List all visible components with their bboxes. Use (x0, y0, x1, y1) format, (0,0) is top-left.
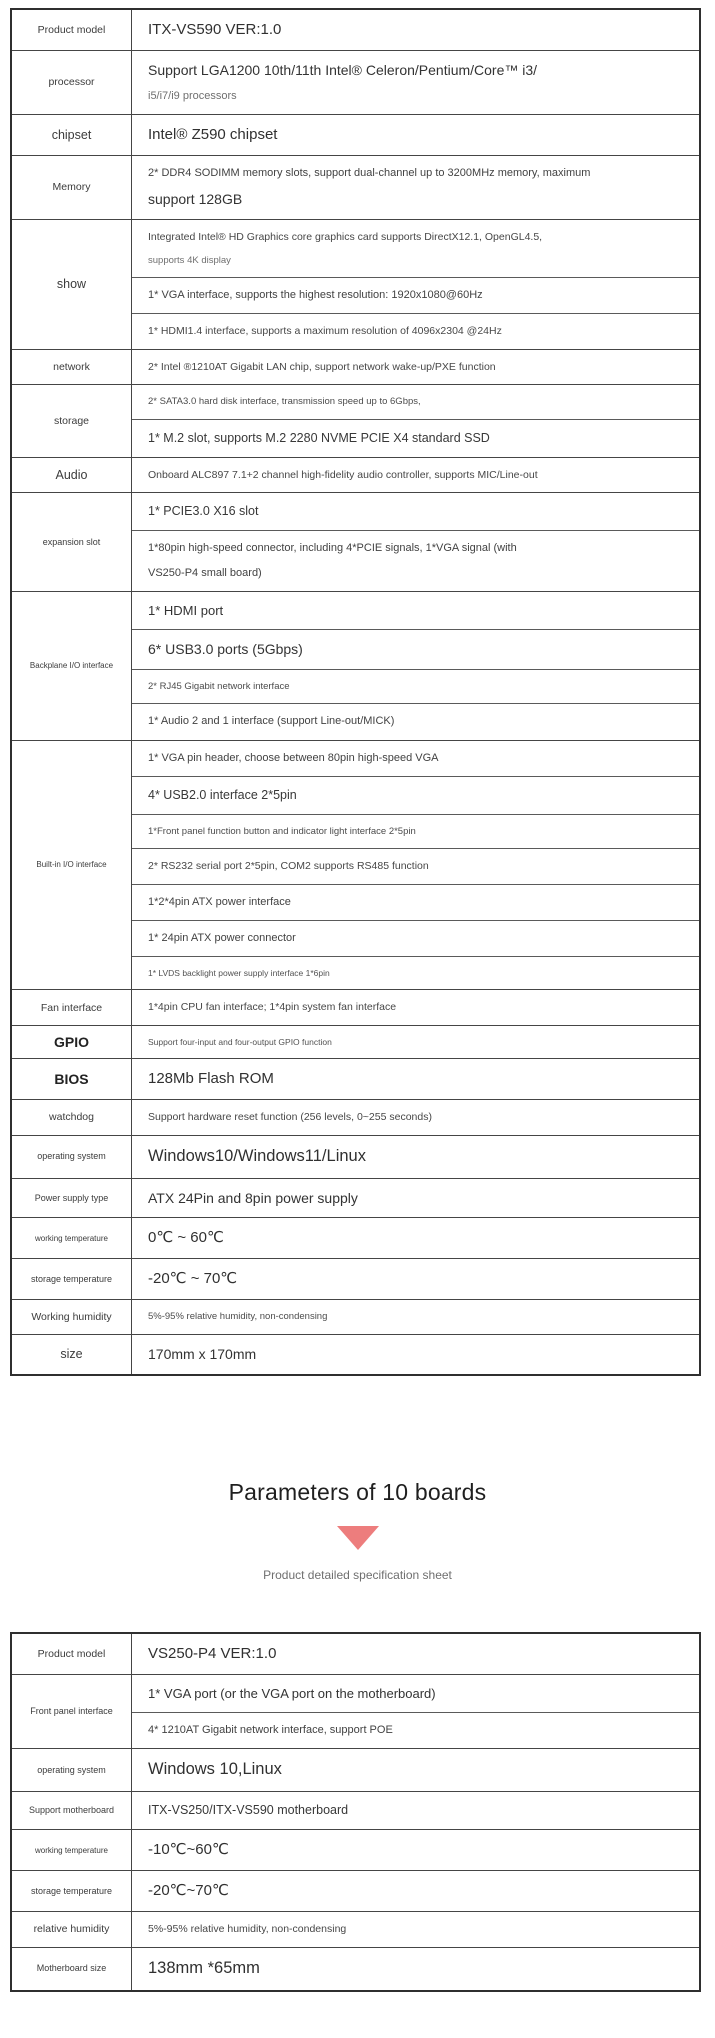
row-values (132, 350, 699, 385)
row-label: Fan interface (12, 990, 132, 1025)
spec-value-text: 0℃ ~ 60℃ (148, 1229, 224, 1247)
row-values (132, 1218, 699, 1258)
spec-value-text: 1* VGA pin header, choose between 80pin high-speed VGA (148, 751, 439, 764)
spec-value-cell (132, 1830, 699, 1870)
spec-value-text: 1* VGA interface, supports the highest resolution: 1920x1080@60Hz (148, 288, 483, 301)
spec-value-cell (132, 1026, 699, 1058)
row-label: Front panel interface (12, 1675, 132, 1749)
spec-row-working-temperature (12, 1217, 699, 1258)
row-label: Product model (12, 1634, 132, 1674)
spec-value-cell (132, 220, 699, 277)
row-label: Support motherboard (12, 1792, 132, 1829)
row-values (132, 220, 699, 349)
spec-value-cell (132, 703, 699, 739)
spec-value-cell (132, 1059, 699, 1099)
spec-value-cell (132, 592, 699, 630)
row-label: watchdog (12, 1100, 132, 1135)
row-label: Power supply type (12, 1179, 132, 1218)
spec-value-text: Windows 10,Linux (148, 1760, 282, 1779)
spec-value-cell (132, 669, 699, 703)
spec-row-front-panel-interface (12, 1674, 699, 1749)
spec-value-text: -20℃~70℃ (148, 1882, 229, 1900)
spec-row-built-in-i-o-interface (12, 740, 699, 990)
spec-row-support-motherboard (12, 1791, 699, 1829)
spec-row-product-model (12, 10, 699, 50)
spec-value-cell (132, 990, 699, 1025)
row-values (132, 1948, 699, 1990)
spec-value-text: -10℃~60℃ (148, 1841, 229, 1859)
spec-value-text: 128Mb Flash ROM (148, 1070, 274, 1088)
spec-value-text: Integrated Intel® HD Graphics core graphics card supports DirectX12.1, OpenGL4.5, (148, 230, 543, 243)
row-label: storage (12, 385, 132, 456)
row-values (132, 1830, 699, 1870)
row-label: Product model (12, 10, 132, 50)
row-label: Working humidity (12, 1300, 132, 1333)
spec-value-text: 2* DDR4 SODIMM memory slots, support dual-channel up to 3200MHz memory, maximum (148, 166, 591, 179)
row-values (132, 1871, 699, 1911)
spec-value-cell (132, 350, 699, 385)
spec-value-text: ITX-VS250/ITX-VS590 motherboard (148, 1803, 349, 1818)
spec-value-cell (132, 848, 699, 884)
spec-value-cell (132, 313, 699, 349)
spec-value-cell (132, 1218, 699, 1258)
spec-value-text: Support four-input and four-output GPIO function (148, 1036, 332, 1047)
down-triangle-icon (337, 1526, 379, 1550)
spec-value-text: Support LGA1200 10th/11th Intel® Celeron/Pentium/Core™ i3/ (148, 62, 538, 78)
spec-value-text: 5%-95% relative humidity, non-condensing (148, 1923, 347, 1936)
spec-table-itx-vs590 (10, 8, 701, 1376)
row-label: relative humidity (12, 1912, 132, 1947)
spec-value-text: 1*2*4pin ATX power interface (148, 895, 291, 908)
row-values (132, 592, 699, 740)
spec-value-cell (132, 10, 699, 50)
spec-value-cell (132, 1300, 699, 1333)
section-subheading: Product detailed specification sheet (263, 1567, 452, 1582)
spec-row-show (12, 219, 699, 349)
row-values (132, 1136, 699, 1178)
spec-value-text: -20℃ ~ 70℃ (148, 1270, 238, 1288)
spec-row-storage-temperature (12, 1258, 699, 1299)
spec-value-text: 1* HDMI port (148, 602, 224, 618)
section-divider (0, 1479, 715, 1582)
spec-value-cell (132, 51, 699, 114)
spec-value-cell (132, 277, 699, 313)
row-label: BIOS (12, 1059, 132, 1099)
spec-value-cell (132, 629, 699, 669)
row-values (132, 1100, 699, 1135)
spec-value-cell (132, 920, 699, 956)
spec-value-cell (132, 1100, 699, 1135)
row-values (132, 1335, 699, 1374)
spec-row-processor (12, 50, 699, 114)
spec-row-expansion-slot (12, 492, 699, 590)
spec-value-cell (132, 530, 699, 590)
row-values (132, 10, 699, 50)
spec-row-backplane-i-o-interface (12, 591, 699, 740)
row-values (132, 1259, 699, 1299)
row-label: Built-in I/O interface (12, 741, 132, 990)
row-label: working temperature (12, 1830, 132, 1870)
spec-row-relative-humidity (12, 1911, 699, 1947)
row-values (132, 1912, 699, 1947)
spec-value-cell (132, 419, 699, 457)
spec-row-network (12, 349, 699, 385)
spec-value-text: 5%-95% relative humidity, non-condensing (148, 1311, 328, 1323)
row-label: storage temperature (12, 1871, 132, 1911)
spec-value-text: 1* 24pin ATX power connector (148, 932, 296, 945)
spec-value-cell (132, 741, 699, 776)
row-values (132, 458, 699, 493)
spec-row-chipset (12, 114, 699, 155)
row-label: processor (12, 51, 132, 114)
row-values (132, 1634, 699, 1674)
row-values (132, 156, 699, 219)
spec-value-cell (132, 1712, 699, 1748)
spec-row-fan-interface (12, 989, 699, 1025)
spec-value-cell (132, 776, 699, 814)
row-label: network (12, 350, 132, 385)
spec-value-cell (132, 956, 699, 989)
row-values (132, 741, 699, 990)
spec-value-text: 2* RJ45 Gigabit network interface (148, 681, 290, 693)
row-label: working temperature (12, 1218, 132, 1258)
spec-value-cell (132, 1749, 699, 1791)
spec-row-gpio (12, 1025, 699, 1058)
spec-value-text: VS250-P4 small board) (148, 566, 262, 579)
spec-value-cell (132, 1634, 699, 1674)
spec-value-cell (132, 493, 699, 530)
spec-value-cell (132, 1792, 699, 1829)
spec-value-cell (132, 884, 699, 920)
spec-row-size (12, 1334, 699, 1374)
spec-value-text: 1* VGA port (or the VGA port on the motherboard) (148, 1685, 436, 1701)
spec-value-text: ATX 24Pin and 8pin power supply (148, 1189, 358, 1206)
spec-value-cell (132, 458, 699, 493)
spec-value-text: 4* 1210AT Gigabit network interface, support POE (148, 1724, 393, 1737)
spec-value-cell (132, 1136, 699, 1178)
spec-row-working-temperature (12, 1829, 699, 1870)
spec-row-storage (12, 384, 699, 456)
row-label: Motherboard size (12, 1948, 132, 1990)
row-label: show (12, 220, 132, 349)
row-values (132, 51, 699, 114)
spec-value-cell (132, 1179, 699, 1218)
row-label: expansion slot (12, 493, 132, 590)
spec-value-text: 1* PCIE3.0 X16 slot (148, 504, 259, 519)
row-values (132, 990, 699, 1025)
spec-value-text: 138mm *65mm (148, 1958, 260, 1977)
spec-value-text: Support hardware reset function (256 levels, 0~255 seconds) (148, 1111, 432, 1124)
spec-row-operating-system (12, 1135, 699, 1178)
spec-value-cell (132, 385, 699, 418)
spec-value-text: VS250-P4 VER:1.0 (148, 1644, 277, 1662)
spec-value-text: 2* RS232 serial port 2*5pin, COM2 supports RS485 function (148, 860, 429, 873)
spec-value-text: i5/i7/i9 processors (148, 89, 237, 102)
spec-value-text: 1*80pin high-speed connector, including 4*PCIE signals, 1*VGA signal (with (148, 542, 517, 555)
spec-value-text: 1* HDMI1.4 interface, supports a maximum resolution of 4096x2304 @24Hz (148, 325, 502, 338)
spec-value-cell (132, 1912, 699, 1947)
row-values (132, 1026, 699, 1058)
section-heading: Parameters of 10 boards (228, 1478, 487, 1505)
spec-value-cell (132, 1948, 699, 1990)
spec-value-text: 4* USB2.0 interface 2*5pin (148, 787, 297, 802)
row-label: size (12, 1335, 132, 1374)
spec-row-bios (12, 1058, 699, 1099)
row-label: chipset (12, 115, 132, 155)
spec-value-text: 1* LVDS backlight power supply interface 1*6pin (148, 968, 330, 979)
spec-row-memory (12, 155, 699, 219)
spec-row-working-humidity (12, 1299, 699, 1333)
row-label: Audio (12, 458, 132, 493)
spec-value-text: 1* M.2 slot, supports M.2 2280 NVME PCIE X4 standard SSD (148, 430, 490, 445)
spec-value-text: Windows10/Windows11/Linux (148, 1146, 366, 1165)
spec-row-audio (12, 457, 699, 493)
spec-row-storage-temperature (12, 1870, 699, 1911)
spec-value-cell (132, 1675, 699, 1713)
row-label: operating system (12, 1136, 132, 1178)
spec-table-vs250-p4 (10, 1632, 701, 1992)
row-label: storage temperature (12, 1259, 132, 1299)
spec-value-cell (132, 814, 699, 848)
spec-row-operating-system (12, 1748, 699, 1791)
spec-row-power-supply-type (12, 1178, 699, 1218)
row-values (132, 1792, 699, 1829)
spec-value-cell (132, 115, 699, 155)
row-values (132, 493, 699, 590)
spec-value-text: 170mm x 170mm (148, 1345, 257, 1362)
row-values (132, 1059, 699, 1099)
spec-value-text: 6* USB3.0 ports (5Gbps) (148, 641, 303, 658)
row-values (132, 1675, 699, 1749)
spec-row-product-model (12, 1634, 699, 1674)
spec-value-text: 1* Audio 2 and 1 interface (support Line-out/MICK) (148, 715, 395, 728)
spec-value-cell (132, 156, 699, 219)
spec-value-text: Intel® Z590 chipset (148, 125, 278, 143)
row-values (132, 1749, 699, 1791)
spec-value-cell (132, 1259, 699, 1299)
row-values (132, 1179, 699, 1218)
spec-row-motherboard-size (12, 1947, 699, 1990)
row-values (132, 1300, 699, 1333)
spec-value-text: supports 4K display (148, 254, 231, 266)
row-label: GPIO (12, 1026, 132, 1058)
spec-value-text: 2* Intel ®1210AT Gigabit LAN chip, support network wake-up/PXE function (148, 360, 496, 373)
spec-value-text: support 128GB (148, 191, 243, 208)
spec-value-text: 1*4pin CPU fan interface; 1*4pin system fan interface (148, 1001, 397, 1014)
spec-value-cell (132, 1871, 699, 1911)
row-label: Backplane I/O interface (12, 592, 132, 740)
spec-value-cell (132, 1335, 699, 1374)
spec-value-text: Onboard ALC897 7.1+2 channel high-fidelity audio controller, supports MIC/Line-out (148, 468, 538, 481)
spec-row-watchdog (12, 1099, 699, 1135)
spec-value-text: 1*Front panel function button and indicator light interface 2*5pin (148, 825, 416, 837)
row-label: operating system (12, 1749, 132, 1791)
spec-value-text: 2* SATA3.0 hard disk interface, transmission speed up to 6Gbps, (148, 396, 421, 408)
row-values (132, 115, 699, 155)
spec-value-text: ITX-VS590 VER:1.0 (148, 21, 282, 38)
row-label: Memory (12, 156, 132, 219)
row-values (132, 385, 699, 456)
